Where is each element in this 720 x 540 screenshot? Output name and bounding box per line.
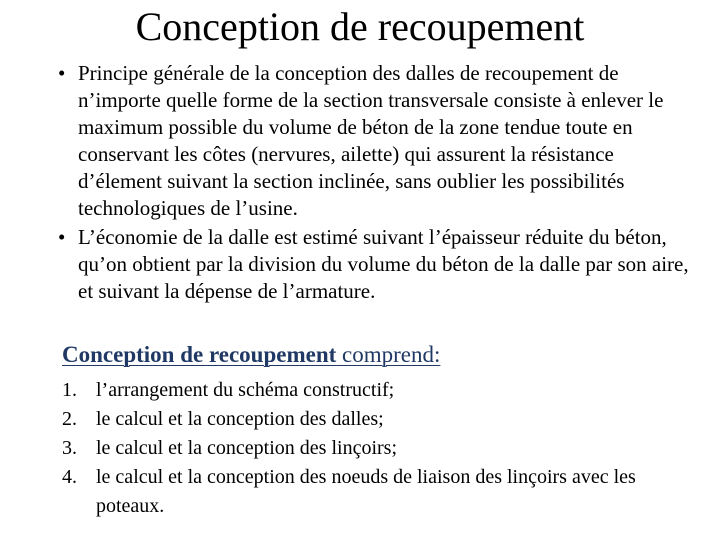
page-title: Conception de recoupement <box>135 4 585 49</box>
bullet-text: Principe générale de la conception des dalles de recoupement de n’importe quelle forme de la section transversale consiste à enlever le maximum possible du volume de béton de la zone tendue toute en conservant les côtes (nervures, ailette) qui assurent la résistance d’élement suivant la section inclinée, sans oublier les possibilités technologiques de l’usine. <box>78 61 664 220</box>
bullet-list <box>58 60 698 307</box>
list-number: 3. <box>62 437 77 459</box>
list-item <box>62 405 682 434</box>
section-heading-rest: comprend: <box>336 342 441 367</box>
list-item-text: le calcul et la conception des dalles; <box>96 408 384 430</box>
list-item-text: le calcul et la conception des noeuds de liaison des linçoirs avec les poteaux. <box>96 466 636 517</box>
section-heading-bold: Conception de recoupement <box>62 342 337 367</box>
bullet-icon: • <box>58 225 66 249</box>
bullet-item <box>58 60 698 222</box>
list-item <box>62 463 682 521</box>
bullet-icon: • <box>58 61 66 85</box>
list-item <box>62 376 682 405</box>
bullet-item <box>58 224 698 305</box>
list-item-text: l’arrangement du schéma constructif; <box>96 379 395 401</box>
list-number: 1. <box>62 379 77 401</box>
numbered-list <box>62 376 682 521</box>
section-heading <box>62 340 440 370</box>
list-number: 2. <box>62 408 77 430</box>
list-item-text: le calcul et la conception des linçoirs; <box>96 437 397 459</box>
list-number: 4. <box>62 466 77 488</box>
list-item <box>62 434 682 463</box>
bullet-text: L’économie de la dalle est estimé suivant l’épaisseur réduite du béton, qu’on obtient par la division du volume du béton de la dalle par son aire, et suivant la dépense de l’armature. <box>78 225 689 303</box>
